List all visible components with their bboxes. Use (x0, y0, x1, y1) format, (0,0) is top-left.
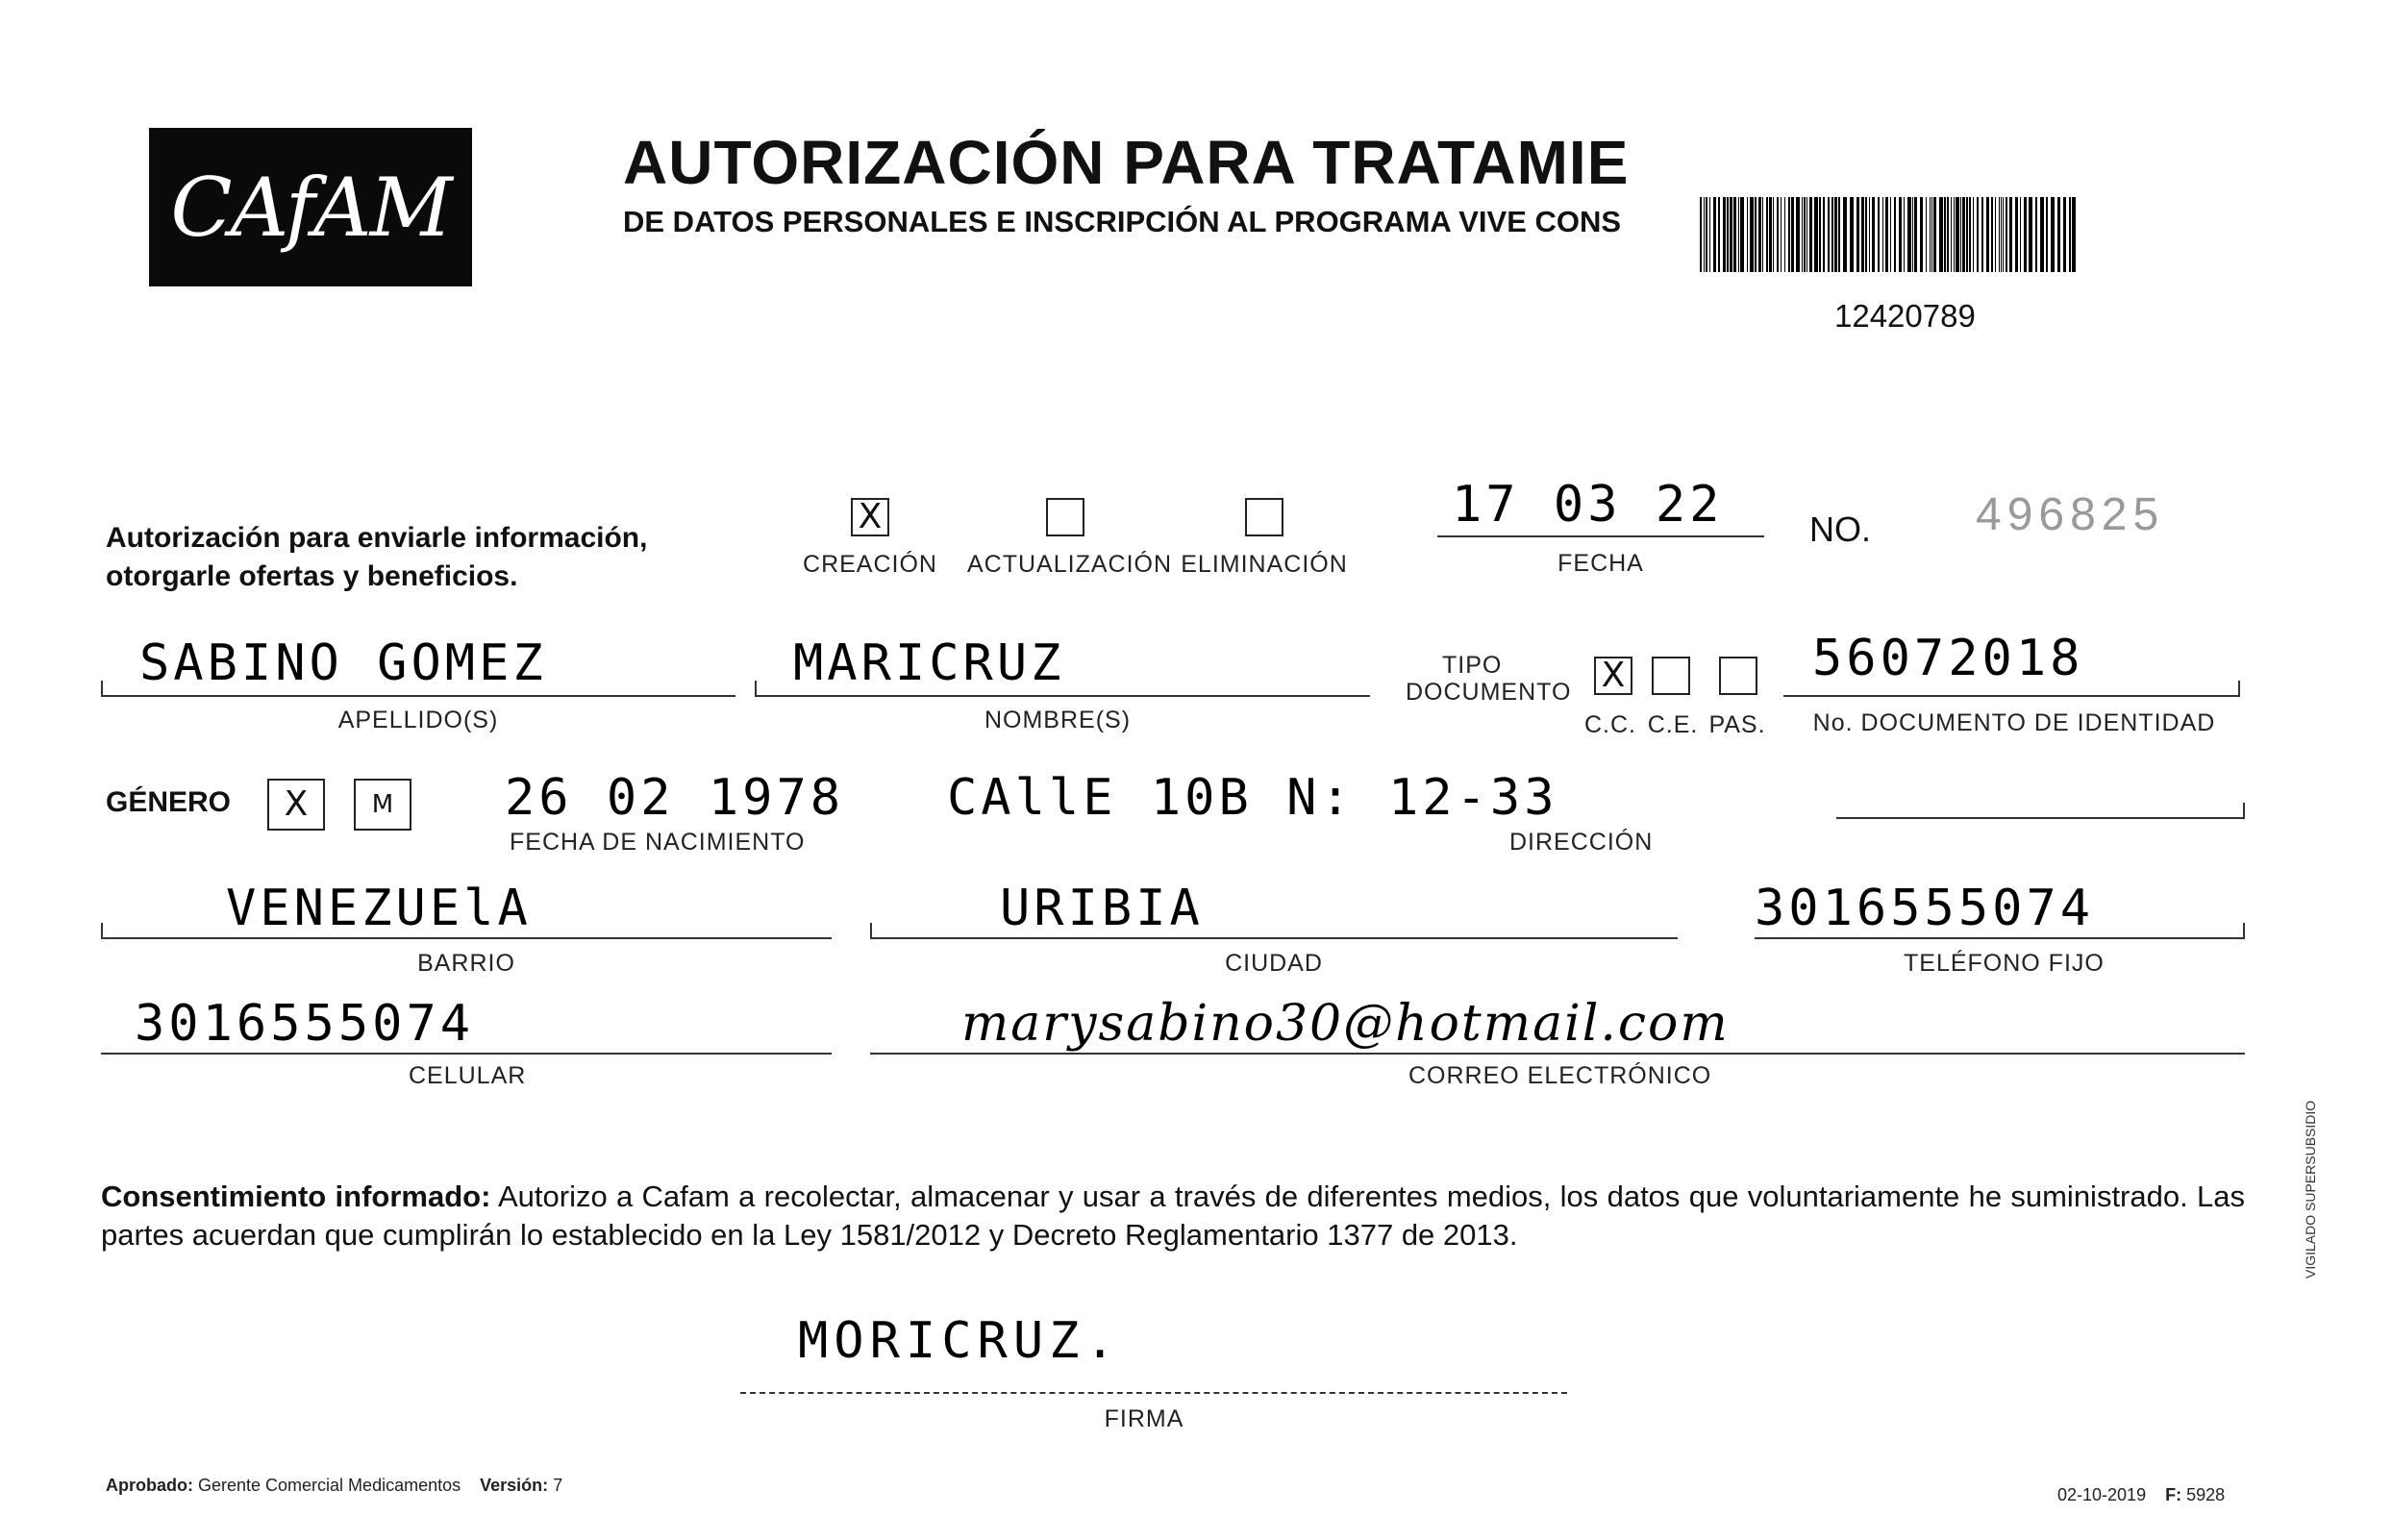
barcode-bar (1944, 197, 1946, 272)
no-label: NO. (1809, 509, 1872, 549)
barcode-bar (1773, 197, 1774, 272)
barcode-bar (1718, 197, 1720, 272)
barcode-bar (1730, 197, 1732, 272)
correo-value: marysabino30@hotmail.com (961, 995, 1730, 1053)
f-value: 5928 (2186, 1485, 2226, 1504)
barcode-bar (2020, 197, 2021, 272)
barcode-bar (2069, 197, 2071, 272)
barcode-bar (1939, 197, 1943, 272)
genero-f-checkbox[interactable]: X (267, 779, 325, 831)
telefono-label: TELÉFONO FIJO (1904, 950, 2105, 977)
nombres-label: NOMBRE(S) (984, 707, 1132, 733)
genero-label: GÉNERO (106, 786, 232, 818)
barcode-bar (1709, 197, 1710, 272)
barcode-bar (1796, 197, 1800, 272)
barcode-bar (1894, 197, 1896, 272)
barcode-bar (1977, 197, 1979, 272)
barcode-bar (1969, 197, 1971, 272)
creacion-label: CREACIÓN (803, 551, 937, 578)
nacimiento-value: 26 02 1978 (505, 769, 845, 827)
barcode-bar (1973, 197, 1974, 272)
barcode-bar (1819, 197, 1821, 272)
barcode-bar (1733, 197, 1736, 272)
barcode-bar (1966, 197, 1968, 272)
fecha-line (1437, 535, 1764, 537)
signature-label: FIRMA (1104, 1405, 1184, 1432)
barcode-bar (1834, 197, 1837, 272)
celular-value: 3016555074 (135, 995, 475, 1053)
barcode-bar (1747, 197, 1748, 272)
barcode-bar (1700, 197, 1702, 272)
barcode-bar (1750, 197, 1754, 272)
pas-checkbox[interactable] (1719, 657, 1757, 695)
barrio-value: VENEZUElA (226, 880, 532, 937)
ce-label: C.E. (1647, 711, 1699, 738)
barcode-bar (2072, 197, 2076, 272)
apellidos-label: APELLIDO(S) (337, 707, 499, 733)
barcode-bar (1788, 197, 1790, 272)
barcode-bar (2046, 197, 2048, 272)
consent-paragraph (101, 1178, 2245, 1254)
barcode-bar (1890, 197, 1891, 272)
barcode-bar (1912, 197, 1913, 272)
version-value: 7 (553, 1476, 563, 1495)
barcode-bar (1882, 197, 1883, 272)
cc-checkbox[interactable]: X (1594, 657, 1632, 695)
footer-approval (106, 1476, 562, 1496)
direccion-line (1836, 817, 2245, 819)
nacimiento-label: FECHA DE NACIMIENTO (510, 829, 806, 856)
barcode-bar (2001, 197, 2002, 272)
actualizacion-checkbox[interactable] (1046, 498, 1084, 536)
barcode-bar (1991, 197, 1993, 272)
barcode-bar (1766, 197, 1768, 272)
barcode (1700, 197, 2079, 272)
nombres-line (755, 695, 1370, 697)
barcode-bar (1758, 197, 1761, 272)
barcode-bar (1956, 197, 1959, 272)
barrio-label: BARRIO (417, 950, 515, 977)
ciudad-label: CIUDAD (1225, 950, 1323, 977)
barcode-bar (1954, 197, 1955, 272)
barrio-line (101, 937, 832, 939)
barcode-bar (1777, 197, 1779, 272)
barcode-bar (1850, 197, 1854, 272)
barcode-bar (1920, 197, 1923, 272)
barcode-bar (1926, 197, 1927, 272)
barcode-bar (1947, 197, 1949, 272)
ce-checkbox[interactable] (1652, 657, 1690, 695)
barcode-bar (1885, 197, 1888, 272)
barcode-bar (2035, 197, 2037, 272)
creacion-checkbox[interactable]: X (851, 498, 889, 536)
barcode-bar (1740, 197, 1744, 272)
authorization-text-line1: Autorización para enviarle información, (106, 522, 648, 554)
telefono-line (1755, 937, 2245, 939)
barcode-bar (1791, 197, 1794, 272)
signature-value: MORICRUZ. (798, 1312, 1121, 1370)
documento-value: 56072018 (1812, 630, 2084, 687)
eliminacion-checkbox[interactable] (1245, 498, 1283, 536)
barcode-bar (2006, 197, 2007, 272)
vertical-vigilado-text: VIGILADO SUPERSUBSIDIO (2303, 1100, 2318, 1279)
barcode-bar (1933, 197, 1936, 272)
actualizacion-label: ACTUALIZACIÓN (966, 551, 1173, 578)
consent-body: Autorizo a Cafam a recolectar, almacenar y usar a través de diferentes medios, los datos que voluntariamente he suministrado. Las partes acuerdan que cumplirán lo establecido en la Ley 1581/2012 y Decreto Reglamentario 1377 de 2013. (101, 1180, 2245, 1252)
barcode-bar (1931, 197, 1932, 272)
barcode-bar (2029, 197, 2032, 272)
barcode-bar (1907, 197, 1911, 272)
f-label: F: (2165, 1485, 2182, 1504)
barcode-bar (1809, 197, 1812, 272)
tipo-documento-label-1: TIPO (1442, 652, 1503, 679)
barcode-bar (2009, 197, 2012, 272)
signature-line (740, 1392, 1567, 1394)
documento-line (1783, 695, 2240, 697)
footer-date-code (2057, 1485, 2225, 1505)
barcode-bar (1930, 197, 1931, 272)
barcode-bar (1804, 197, 1806, 272)
barcode-bar (1723, 197, 1726, 272)
barcode-bar (2063, 197, 2066, 272)
correo-line (870, 1053, 2245, 1055)
barcode-bar (1784, 197, 1785, 272)
barcode-bar (1960, 197, 1961, 272)
authorization-text-line2: otorgarle ofertas y beneficios. (106, 560, 518, 592)
barcode-bar (2015, 197, 2018, 272)
barcode-bar (1869, 197, 1870, 272)
barcode-bar (1831, 197, 1833, 272)
serial-number: 496825 (1976, 489, 2165, 540)
eliminacion-label: ELIMINACIÓN (1181, 551, 1348, 578)
correo-label: CORREO ELECTRÓNICO (1408, 1062, 1712, 1089)
form-subtitle: DE DATOS PERSONALES E INSCRIPCIÓN AL PROGRAMA VIVE CONS (623, 205, 1622, 238)
barcode-bar (1769, 197, 1772, 272)
consent-heading: Consentimiento informado: (101, 1180, 491, 1213)
barcode-bar (1814, 197, 1818, 272)
aprobado-label: Aprobado: (106, 1476, 193, 1495)
barcode-bar (1878, 197, 1880, 272)
barcode-bar (1986, 197, 1989, 272)
celular-line (101, 1053, 832, 1055)
barcode-bar (1914, 197, 1917, 272)
documento-label: No. DOCUMENTO DE IDENTIDAD (1812, 709, 2216, 736)
barcode-bar (1755, 197, 1757, 272)
barcode-bar (1861, 197, 1864, 272)
aprobado-value: Gerente Comercial Medicamentos (198, 1476, 461, 1495)
apellidos-value: SABINO GOMEZ (139, 634, 547, 692)
barcode-bar (2051, 197, 2055, 272)
ciudad-value: URIBIA (1000, 880, 1204, 937)
barcode-bar (1727, 197, 1729, 272)
celular-label: CELULAR (409, 1062, 527, 1089)
tipo-documento-label-2: DOCUMENTO (1406, 679, 1572, 706)
form-title: AUTORIZACIÓN PARA TRATAMIE (623, 128, 1630, 197)
pas-label: PAS. (1708, 711, 1766, 738)
barcode-bar (1995, 197, 1996, 272)
barcode-bar (1781, 197, 1782, 272)
footer-date: 02-10-2019 (2057, 1485, 2147, 1504)
barcode-bar (1872, 197, 1875, 272)
direccion-value: CAllE 10B N: 12-33 (947, 769, 1558, 827)
nombres-value: MARICRUZ (793, 634, 1065, 692)
barcode-bar (1806, 197, 1807, 272)
telefono-value: 3016555074 (1755, 880, 2095, 937)
barcode-bar (1802, 197, 1803, 272)
barcode-bar (1706, 197, 1707, 272)
barcode-number: 12420789 (1834, 298, 1976, 334)
barcode-bar (1713, 197, 1716, 272)
barcode-bar (1856, 197, 1859, 272)
barcode-bar (2024, 197, 2027, 272)
barcode-bar (1904, 197, 1905, 272)
barcode-bar (1704, 197, 1705, 272)
logo-text: CAfAM (170, 160, 451, 255)
barcode-bar (1738, 197, 1739, 272)
barcode-bar (1762, 197, 1763, 272)
direccion-label: DIRECCIÓN (1509, 829, 1654, 856)
genero-m-checkbox[interactable]: M (354, 779, 411, 831)
barcode-bar (1981, 197, 1983, 272)
barcode-bar (1899, 197, 1902, 272)
apellidos-line (101, 695, 735, 697)
barcode-bar (1999, 197, 2000, 272)
fecha-label: FECHA (1557, 550, 1644, 577)
barcode-bar (1951, 197, 1952, 272)
cc-label: C.C. (1584, 711, 1636, 738)
barcode-bar (1823, 197, 1825, 272)
barcode-bar (1828, 197, 1830, 272)
barcode-bar (1843, 197, 1847, 272)
fecha-value: 17 03 22 (1452, 476, 1724, 534)
barcode-bar (2040, 197, 2044, 272)
barcode-bar (2003, 197, 2004, 272)
authorization-text (106, 519, 647, 596)
barcode-bar (2057, 197, 2060, 272)
ciudad-line (870, 937, 1678, 939)
barcode-bar (1962, 197, 1965, 272)
barcode-bar (1838, 197, 1840, 272)
version-label: Versión: (480, 1476, 549, 1495)
barcode-bar (1865, 197, 1867, 272)
cafam-logo (149, 128, 472, 286)
